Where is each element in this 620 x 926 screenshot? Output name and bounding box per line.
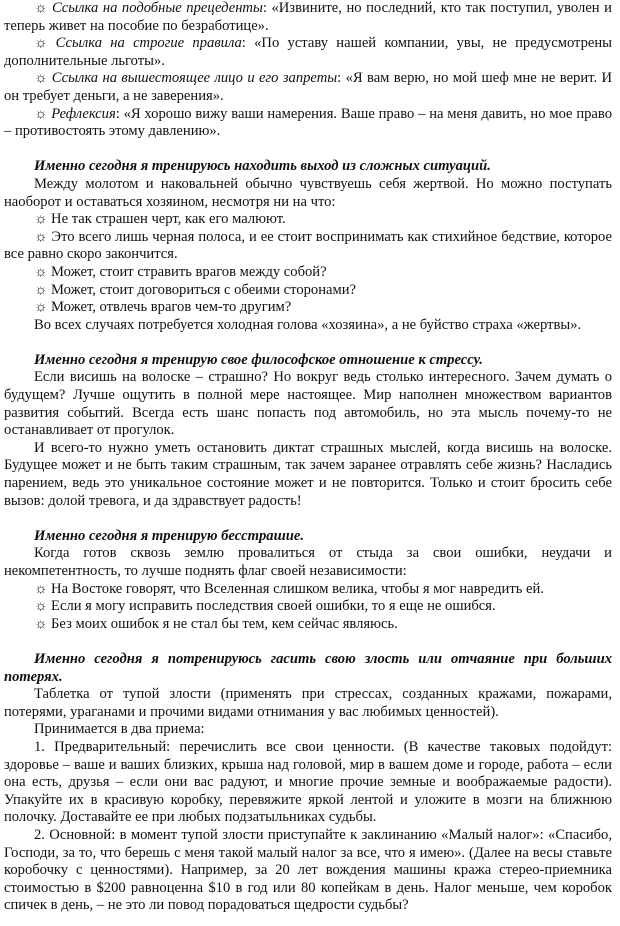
list-item-text: Если я могу исправить последствия своей ошибки, то я еще не ошибся. <box>51 598 496 615</box>
sun-icon: ☼ <box>34 105 48 122</box>
section-heading: Именно сегодня я тренируюсь находить выход из сложных ситуаций. <box>34 158 491 175</box>
list-item <box>4 211 612 229</box>
list-item <box>4 264 612 282</box>
paragraph: Между молотом и наковальней обычно чувствуешь себя жертвой. Но можно поступать наоборот и оставаться хозяином, несмотря ни на что: <box>4 175 612 210</box>
sun-icon: ☼ <box>34 299 48 316</box>
paragraph: Таблетка от тупой злости (применять при стрессах, созданных кражами, пожарами, потерями, ураганами и прочими видами отнимания у вас любимых ценностей). <box>4 686 612 720</box>
list-item-text: Не так страшен черт, как его малюют. <box>51 211 286 228</box>
item-text: : «По уставу нашей компании, увы, не предусмотрены дополнительные льготы». <box>4 35 612 69</box>
list-item-text: На Востоке говорят, что Вселенная слишком велика, чтобы я мог навредить ей. <box>51 580 544 597</box>
list-item-text: Может, отвлечь врагов чем-то другим? <box>51 299 292 316</box>
item-label: Ссылка на строгие правила <box>55 35 242 52</box>
paragraph: И всего-то нужно уметь остановить диктат страшных мыслей, когда висишь на волоске. Будущее может и не быть таким страшным, так зачем заранее отравлять себе жизнь? Насладись парением, ведь это уникальное состояние может и не повторится. Только и стоит бросить себе вызов: долой тревога, и да здравствует радость! <box>4 439 612 509</box>
paragraph: 2. Основной: в момент тупой злости приступайте к заклинанию «Малый налог»: «Спасибо, Господи, за то, что берешь с меня такой малый налог за все, что я имею». (Далее на весы ставьте коробочку с ценностями). Например, за 20 лет вождения машины кража стерео-приемника стоимостью в $200 равноценна $10 в год или 80 копейкам в день. Налог меньше, чем коробок спичек в день, – не это ли повод порадоваться щедрости судьбы? <box>4 826 612 914</box>
list-item-text: Без моих ошибок я не стал бы тем, кем сейчас являюсь. <box>51 615 398 632</box>
list-item-text: Это всего лишь черная полоса, и ее стоит воспринимать как стихийное бедствие, которое все равно скоро закончится. <box>4 228 612 263</box>
section-heading: Именно сегодня я потренируюсь гасить свою злость или отчаяние при больших потерях. <box>4 650 612 685</box>
reference-precedents <box>4 0 612 35</box>
sun-icon: ☼ <box>34 228 48 245</box>
list-item <box>4 299 612 317</box>
sun-icon: ☼ <box>34 263 48 280</box>
section-heading: Именно сегодня я тренирую бесстрашие. <box>34 527 304 544</box>
item-text: : «Извините, но последний, кто так поступил, уволен и теперь живет на пособие по безработице». <box>4 0 612 34</box>
sun-icon: ☼ <box>34 281 48 298</box>
paragraph: Если висишь на волоске – страшно? Но вокруг ведь столько интересного. Зачем думать о будущем? Лучше ощутить в полной мере настоящее. Мир наполнен множеством вариантов развития событий. Всегда есть шанс попасть под автомобиль, но эта мысль почему-то не останавливает от прогулок. <box>4 369 612 439</box>
list-item <box>4 598 612 616</box>
item-text: : «Я вам верю, но мой шеф мне не верит. И он требует деньги, а не заверения». <box>4 70 613 104</box>
sun-icon: ☼ <box>34 580 48 597</box>
item-text: : «Я хорошо вижу ваши намерения. Ваше право – на меня давить, но мое право – противостоять этому давлению». <box>4 105 612 140</box>
reference-superior <box>4 70 612 105</box>
paragraph: Когда готов сквозь землю провалиться от стыда за свои ошибки, неудачи и некомпетентность, то лучше поднять флаг своей независимости: <box>4 545 612 579</box>
sun-icon: ☼ <box>34 615 48 632</box>
sun-icon: ☼ <box>34 35 48 52</box>
item-label: Ссылка на подобные прецеденты <box>51 0 263 16</box>
sun-icon: ☼ <box>34 70 48 87</box>
list-item <box>4 282 612 300</box>
sun-icon: ☼ <box>34 598 48 615</box>
paragraph: Принимается в два приема: <box>34 721 205 738</box>
paragraph: 1. Предварительный: перечислить все свои ценности. (В качестве таковых подойдут: здоровье – ваше и ваших близких, крыша над головой, мир в вашем доме и городе, работа – если она есть, друзья – если они вас радуют, и многие прочие земные и воображаемые радости). Упакуйте их в красивую коробку, перевяжите яркой лентой и уложите в мозги на ближнюю полочку. Доставайте ее при любых подзатыльниках судьбы. <box>4 738 612 826</box>
sun-icon: ☼ <box>34 211 48 228</box>
list-item-text: Может, стоит договориться с обеими сторонами? <box>51 281 357 298</box>
reference-rules <box>4 35 612 70</box>
sun-icon: ☼ <box>34 0 48 16</box>
reference-reflection <box>4 106 612 141</box>
item-label: Ссылка на вышестоящее лицо и его запреты <box>51 70 338 87</box>
list-item <box>4 581 612 599</box>
item-label: Рефлексия <box>51 105 116 122</box>
list-item <box>4 229 612 264</box>
list-item-text: Может, стоит стравить врагов между собой? <box>51 263 327 280</box>
paragraph: Во всех случаях потребуется холодная голова «хозяина», а не буйство страха «жертвы». <box>34 316 582 333</box>
list-item <box>4 616 612 634</box>
section-heading: Именно сегодня я тренирую свое философское отношение к стрессу. <box>34 351 483 368</box>
